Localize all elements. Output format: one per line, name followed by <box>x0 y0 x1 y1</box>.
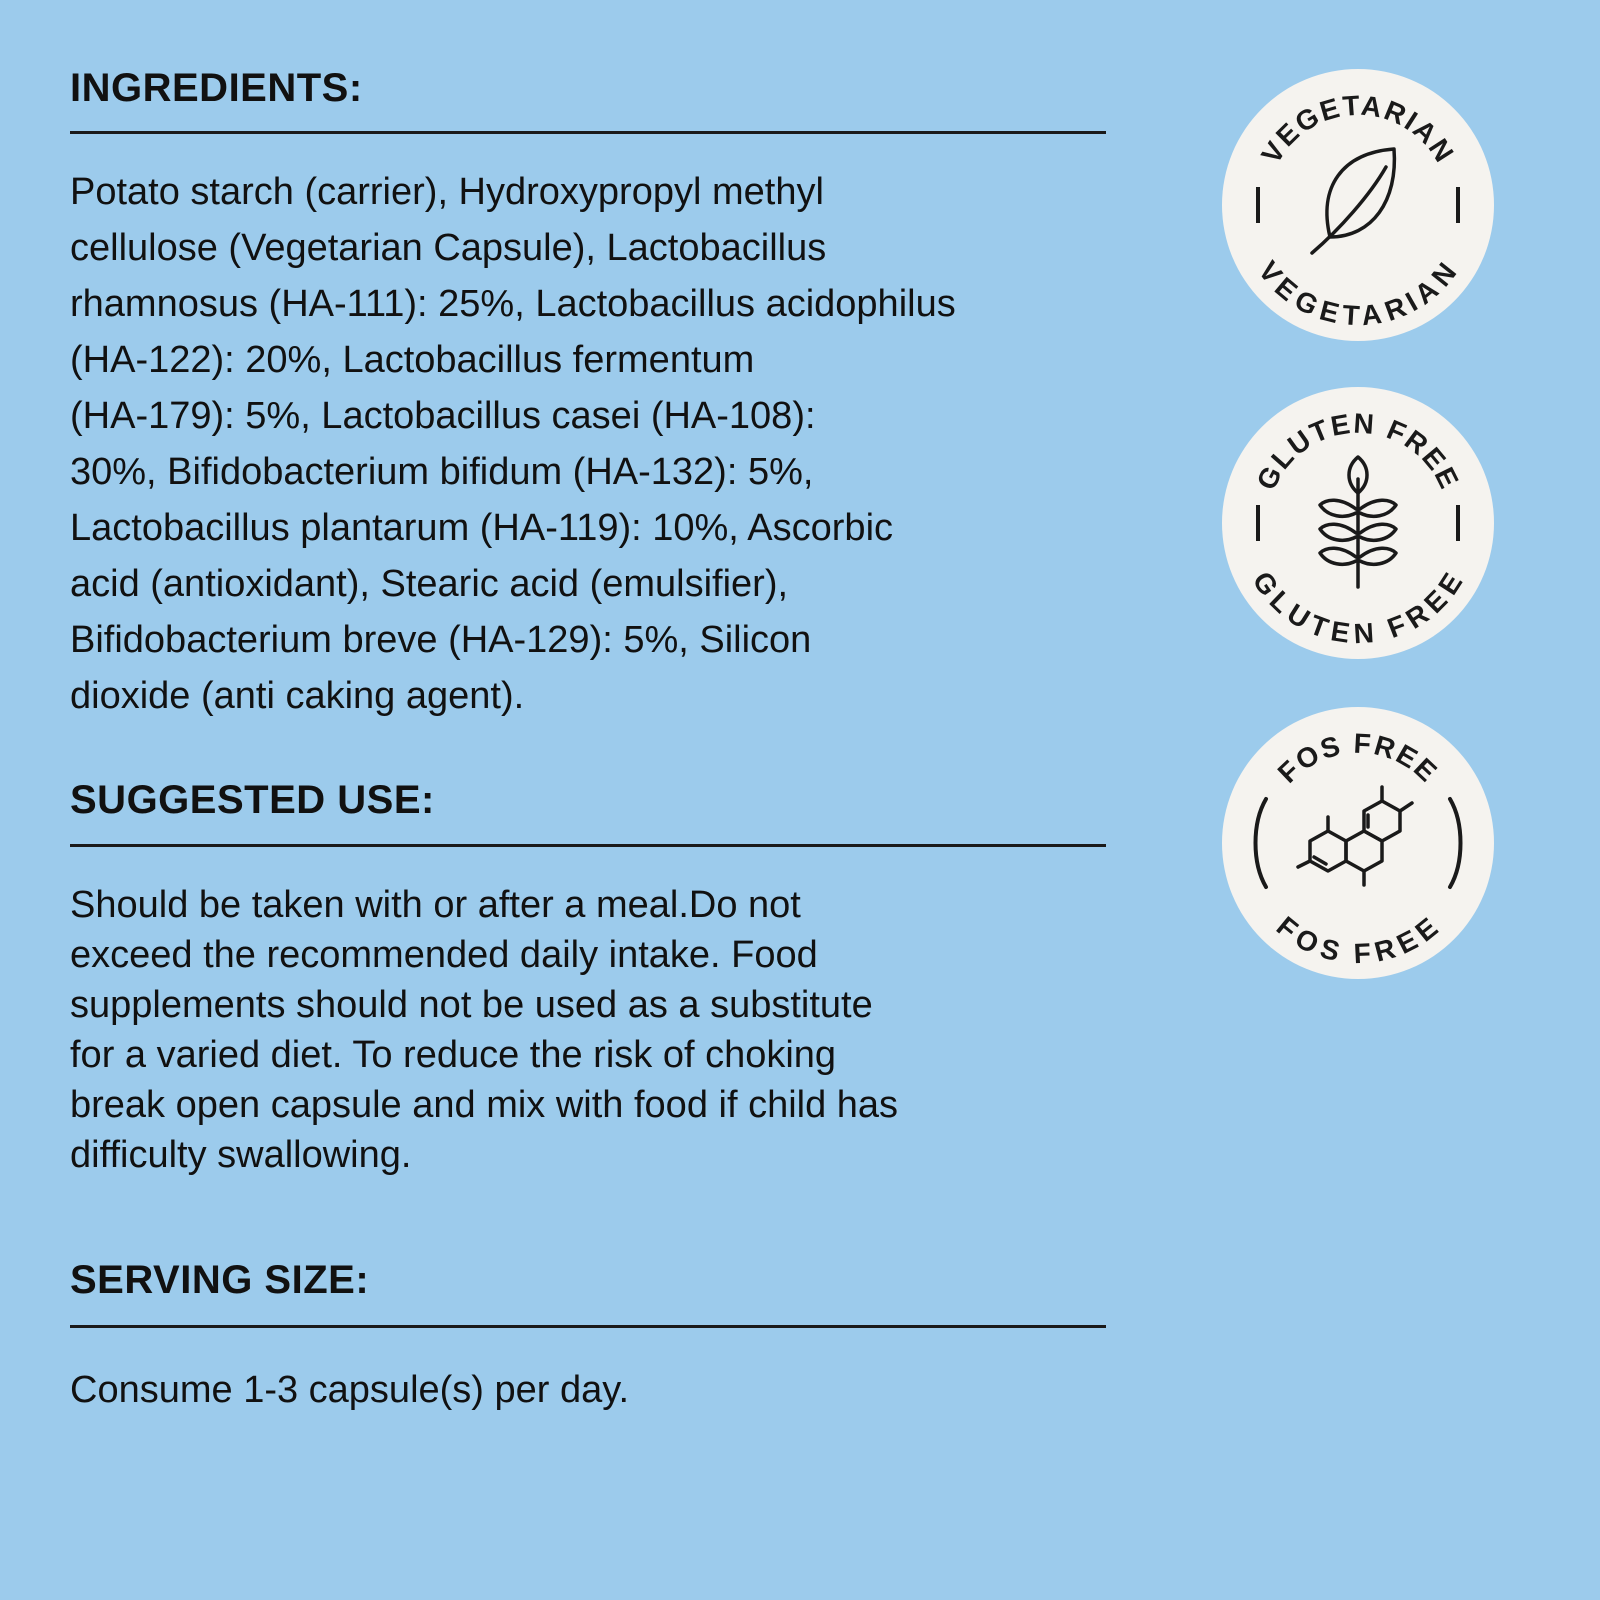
serving-size-text: Consume 1-3 capsule(s) per day. <box>70 1369 629 1411</box>
suggested-use-text: Should be taken with or after a meal.Do not exceed the recommended daily intake. Food supplements should not be used as a substitute for a varied diet. To reduce the risk of choking break open capsule and mix with food if child has difficulty swallowing. <box>70 884 899 1176</box>
badge-label-bottom: FOS FREE <box>1270 910 1446 970</box>
suggested-use-divider <box>70 844 1106 847</box>
fos-free-badge <box>1222 707 1494 979</box>
badge-label-top: VEGETARIAN <box>1255 89 1461 169</box>
serving-size-divider <box>70 1325 1106 1328</box>
serving-size-title: SERVING SIZE: <box>70 1258 370 1302</box>
ingredients-title: INGREDIENTS: <box>70 66 363 110</box>
badge-label-top: GLUTEN FREE <box>1250 407 1466 495</box>
badge-label-top: FOS FREE <box>1271 727 1445 789</box>
gluten-free-badge <box>1222 387 1494 659</box>
suggested-use-title: SUGGESTED USE: <box>70 778 435 822</box>
badge-label-bottom: GLUTEN FREE <box>1246 565 1470 650</box>
ingredients-text: Potato starch (carrier), Hydroxypropyl methyl cellulose (Vegetarian Capsule), Lactobacillus rhamnosus (HA-111): 25%, Lactobacillus acidophilus (HA-122): 20%, Lactobacillus fermentum (HA-179): 5%, Lactobacillus casei (HA-108): 30%, Bifidobacterium bifidum (HA-132): 5%, Lactobacillus plantarum (HA-119): 10%, Ascorbic acid (antioxidant), Stearic acid (emulsifier), Bifidobacterium breve (HA-129): 5%, Silicon dioxide (anti caking agent). <box>70 171 956 717</box>
badge-label-bottom: VEGETARIAN <box>1252 255 1464 332</box>
ingredients-divider <box>70 131 1106 134</box>
vegetarian-badge <box>1222 69 1494 341</box>
